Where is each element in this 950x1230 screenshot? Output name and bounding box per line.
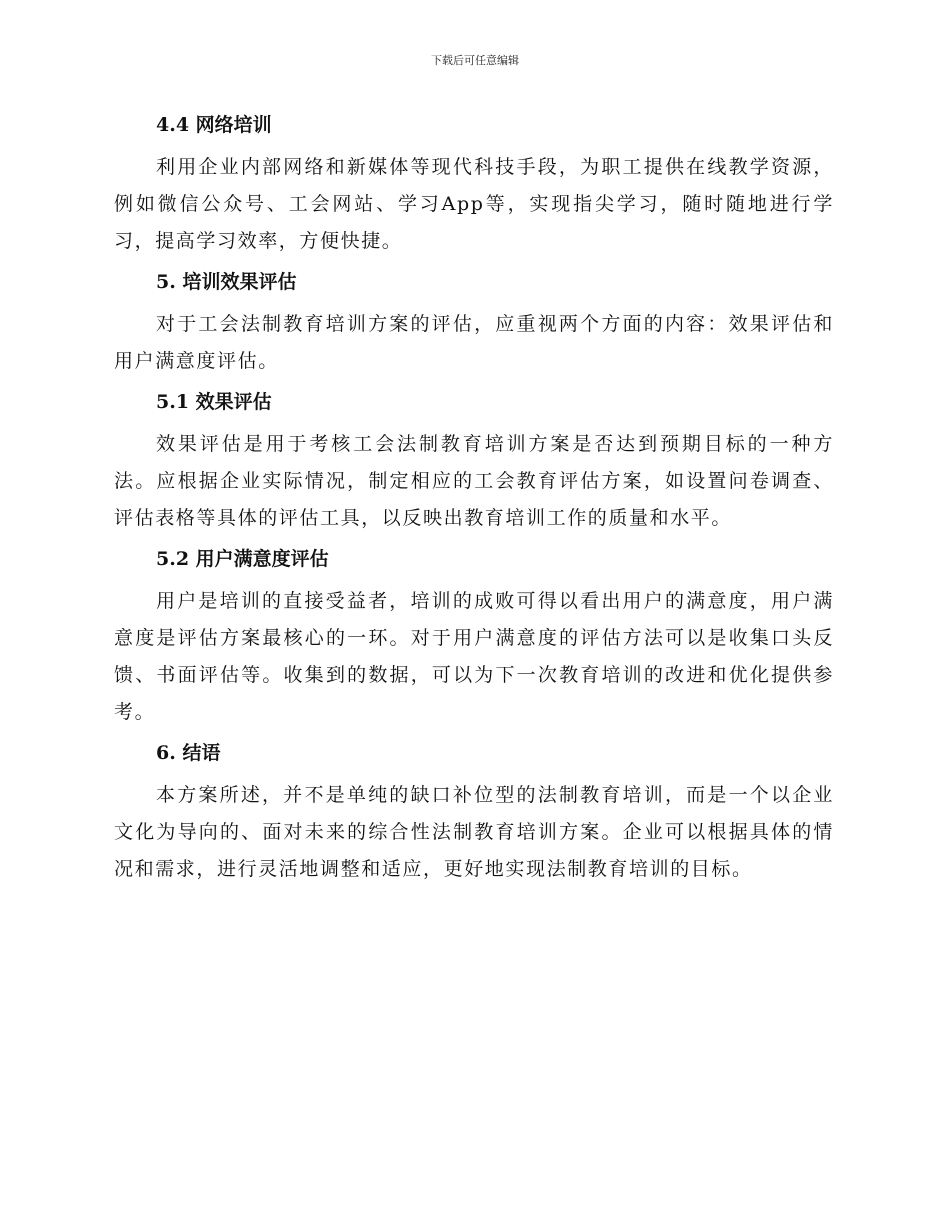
section-heading: 6. 结语	[156, 742, 221, 764]
page-header: 下载后可任意编辑	[431, 54, 519, 67]
section-paragraph: 用户是培训的直接受益者，培训的成败可得以看出用户的满意度，用户满意度是评估方案最核心的一环。对于用户满意度的评估方法可以是收集口头反馈、书面评估等。收集到的数据，可以为下一次教育培训的改进和优化提供参考。	[114, 590, 834, 723]
section-heading: 4.4 网络培训	[156, 114, 272, 136]
section-5	[114, 268, 834, 380]
section-paragraph: 对于工会法制教育培训方案的评估，应重视两个方面的内容：效果评估和用户满意度评估。	[114, 313, 834, 372]
section-6	[114, 739, 834, 888]
section-paragraph: 效果评估是用于考核工会法制教育培训方案是否达到预期目标的一种方法。应根据企业实际情况，制定相应的工会教育评估方案，如设置问卷调查、评估表格等具体的评估工具，以反映出教育培训工作的质量和水平。	[114, 433, 834, 529]
section-paragraph: 本方案所述，并不是单纯的缺口补位型的法制教育培训，而是一个以企业文化为导向的、面对未来的综合性法制教育培训方案。企业可以根据具体的情况和需求，进行灵活地调整和适应，更好地实现法制教育培训的目标。	[114, 784, 834, 880]
section-5-1	[114, 388, 834, 537]
section-heading: 5.2 用户满意度评估	[156, 548, 329, 570]
section-5-2	[114, 545, 834, 731]
document-body	[114, 111, 834, 896]
section-paragraph: 利用企业内部网络和新媒体等现代科技手段，为职工提供在线教学资源，例如微信公众号、工会网站、学习App等，实现指尖学习，随时随地进行学习，提高学习效率，方便快捷。	[114, 156, 834, 252]
section-4-4	[114, 111, 834, 260]
section-heading: 5. 培训效果评估	[156, 271, 297, 293]
section-heading: 5.1 效果评估	[156, 391, 272, 413]
